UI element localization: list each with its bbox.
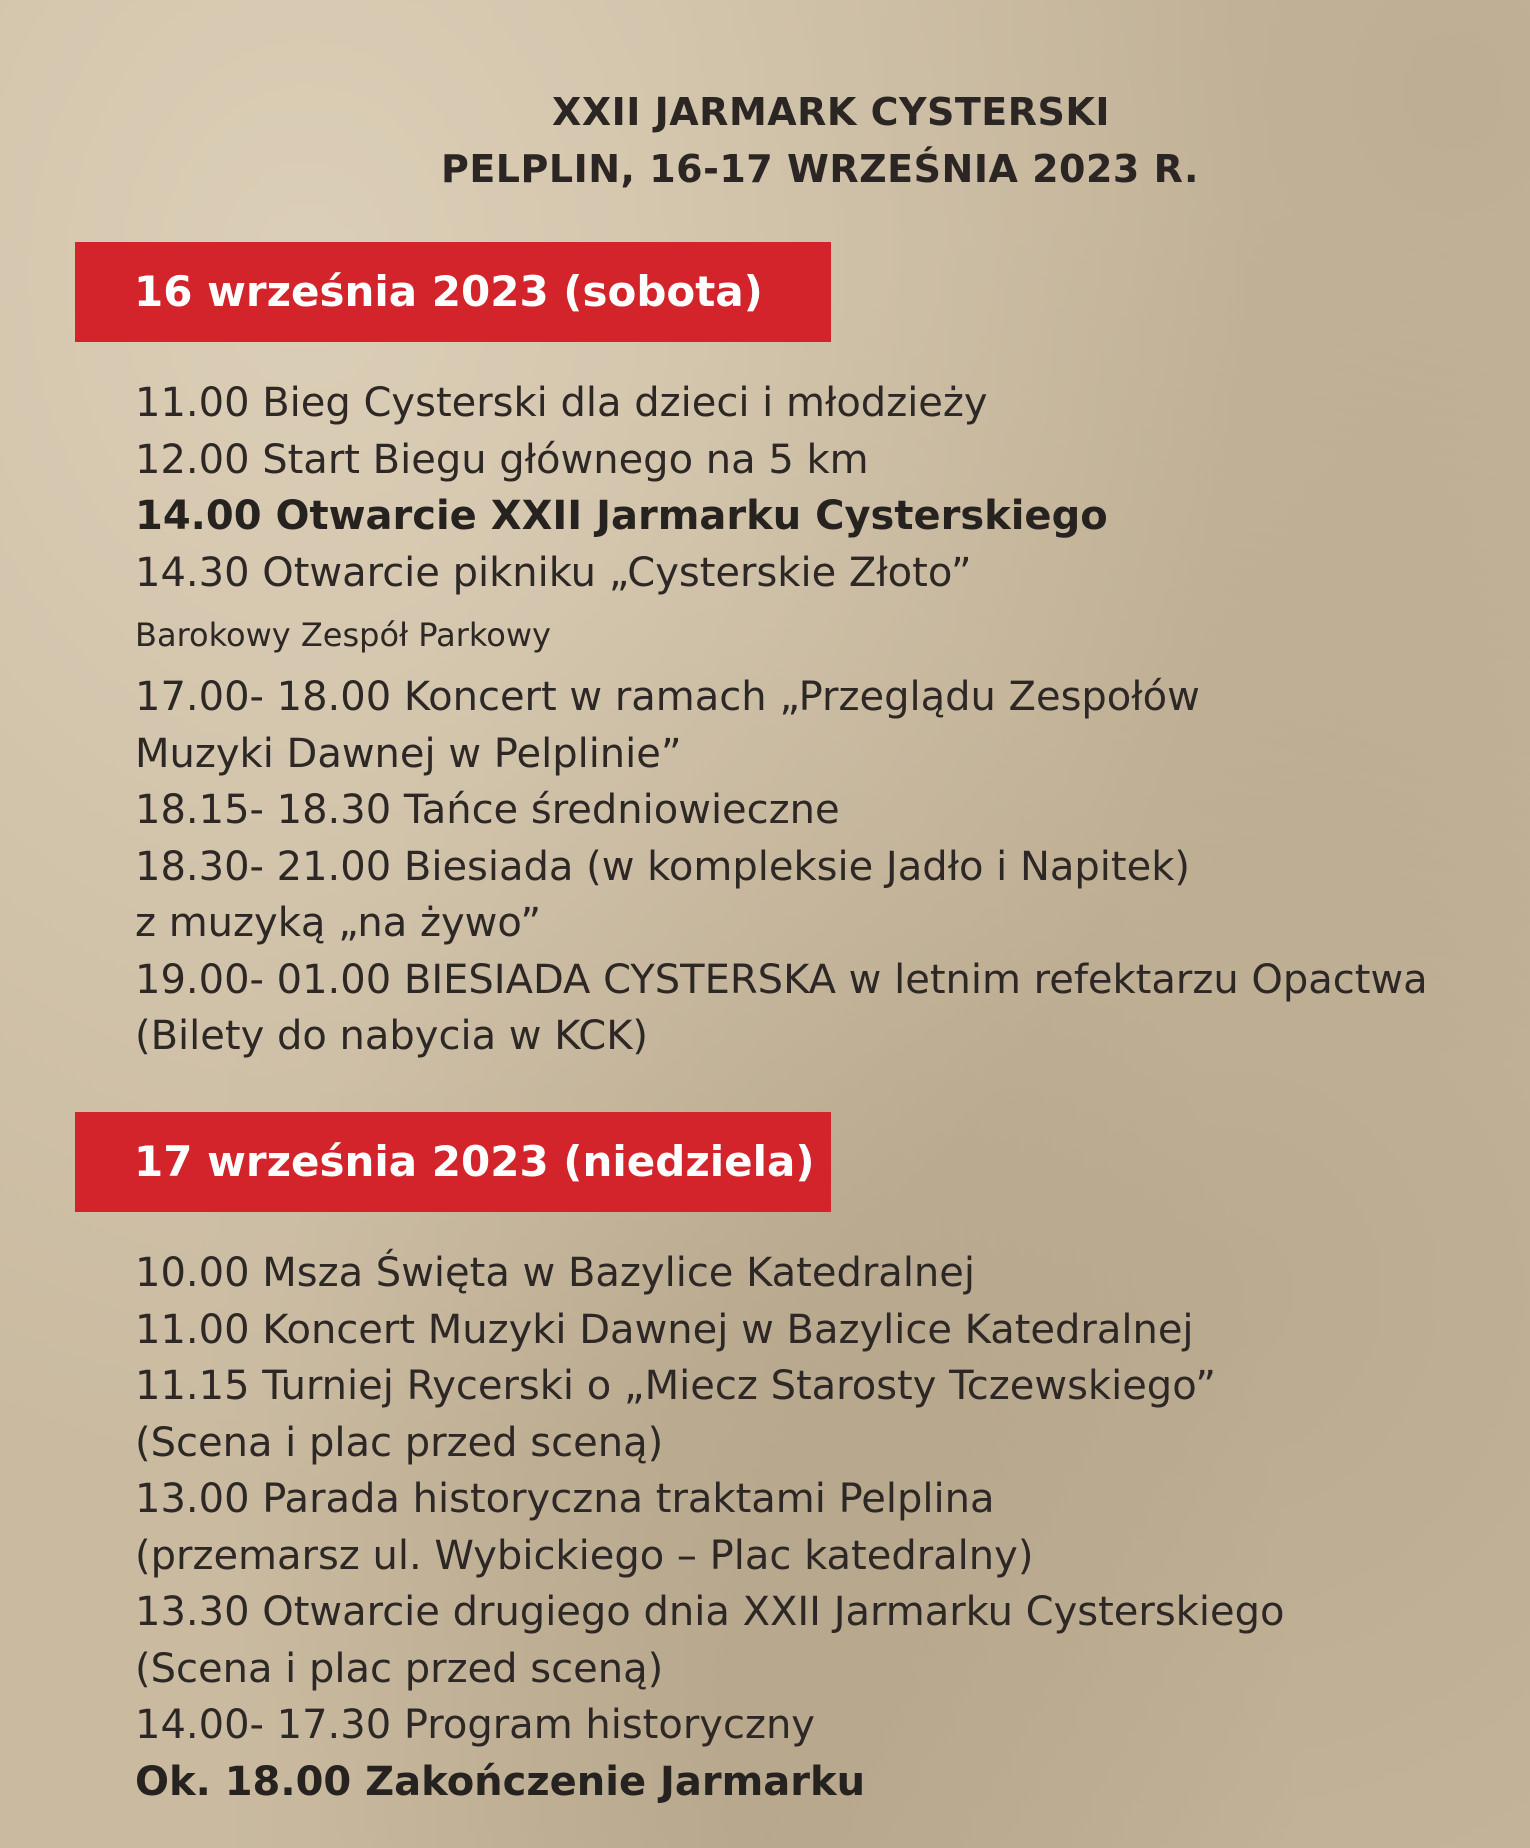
schedule-item: 14.30 Otwarcie pikniku „Cysterskie Złoto” (135, 549, 972, 596)
schedule-item-continuation: Muzyki Dawnej w Pelplinie” (135, 730, 682, 777)
schedule-item: 12.00 Start Biegu głównego na 5 km (135, 436, 869, 483)
schedule-item: 19.00- 01.00 BIESIADA CYSTERSKA w letnim refektarzu Opactwa (135, 956, 1428, 1003)
schedule-item: 18.30- 21.00 Biesiada (w kompleksie Jadło i Napitek) (135, 843, 1190, 890)
schedule-item-highlight: Ok. 18.00 Zakończenie Jarmarku (135, 1758, 866, 1805)
schedule-item: 13.00 Parada historyczna traktami Pelplina (135, 1476, 995, 1522)
schedule-item: 17.00- 18.00 Koncert w ramach „Przeglądu Zespołów (135, 674, 1200, 720)
schedule-item: 18.15- 18.30 Tańce średniowieczne (135, 787, 840, 833)
schedule-item-highlight: 14.00 Otwarcie XXII Jarmarku Cysterskiego (135, 493, 1108, 539)
schedule-item: 10.00 Msza Święta w Bazylice Katedralnej (135, 1250, 975, 1296)
schedule-item: 14.00- 17.30 Program historyczny (135, 1702, 815, 1748)
schedule-item-continuation: (Bilety do nabycia w KCK) (135, 1013, 649, 1059)
schedule-item-continuation: z muzyką „na żywo” (135, 900, 542, 946)
schedule-item-continuation: (Scena i plac przed sceną) (135, 1419, 664, 1466)
schedule-item: 13.30 Otwarcie drugiego dnia XXII Jarmarku Cysterskiego (135, 1589, 1285, 1635)
header-date-place: PELPLIN, 16-17 WRZEŚNIA 2023 R. (441, 147, 1199, 191)
schedule-location-note: Barokowy Zespół Parkowy (135, 616, 551, 654)
header-title: XXII JARMARK CYSTERSKI (552, 90, 1110, 134)
schedule-saturday (135, 375, 1428, 1065)
schedule-item: 11.00 Bieg Cysterski dla dzieci i młodzieży (135, 380, 988, 426)
schedule-item-continuation: (przemarsz ul. Wybickiego – Plac katedralny) (135, 1532, 1034, 1579)
schedule-item: 11.15 Turniej Rycerski o „Miecz Starosty Tczewskiego” (135, 1363, 1216, 1409)
schedule-item: 11.00 Koncert Muzyki Dawnej w Bazylice Katedralnej (135, 1306, 1194, 1353)
poster-header (0, 84, 1530, 198)
day-band-saturday: 16 września 2023 (sobota) (75, 242, 831, 342)
schedule-item-continuation: (Scena i plac przed sceną) (135, 1645, 664, 1692)
day-band-sunday: 17 września 2023 (niedziela) (75, 1112, 831, 1212)
schedule-sunday (135, 1245, 1284, 1810)
